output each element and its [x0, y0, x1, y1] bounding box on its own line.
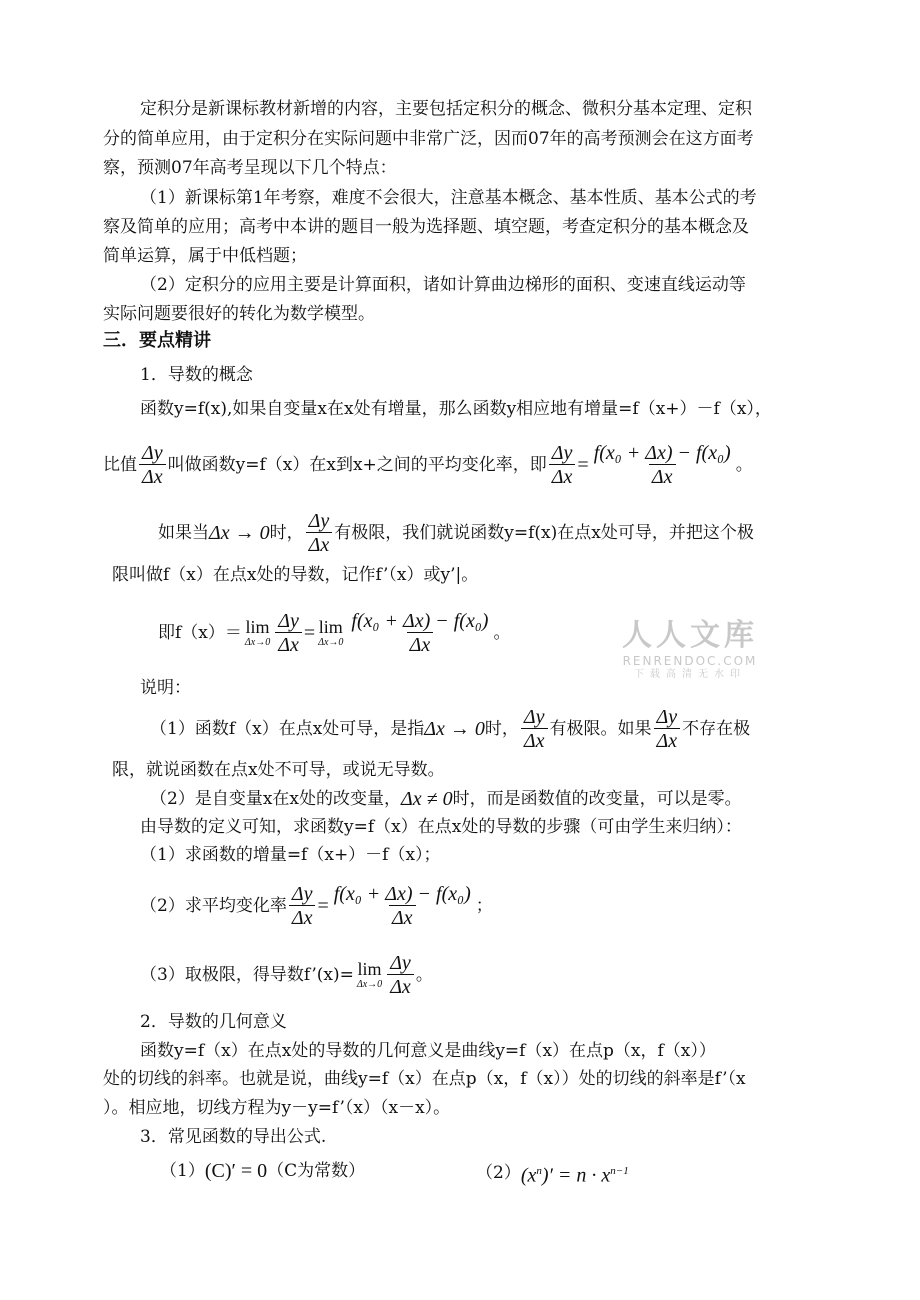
section-title: 三．要点精讲	[103, 330, 211, 351]
s1-definition-line: 函数y=f(x),如果自变量x在x处有增量，那么函数y相应地有增量=f（x+）－f（x），	[140, 399, 772, 419]
s2-line-2: 处的切线的斜率。也就是说，曲线y=f（x）在点p（x，f（x））处的切线的斜率是f’（x	[103, 1069, 746, 1089]
note-2: （2）是自变量x在x处的改变量， Δx ≠ 0 时，而是函数值的改变量，可以是零。	[150, 788, 742, 810]
s3-heading: 3．常见函数的导出公式.	[140, 1127, 327, 1147]
limit-fraction: $\frac{\Delta y}{\Delta x}$	[306, 510, 333, 557]
point1-line-1: （1）新课标第1年考察，难度不会很大，注意基本概念、基本性质、基本公式的考	[140, 188, 757, 208]
watermark-slogan: 下载高清无水印	[634, 669, 746, 680]
point1-line-2: 察及简单的应用；高考中本讲的题目一般为选择题、填空题，考查定积分的基本概念及	[103, 217, 749, 237]
formula-2: （2） $(x^n)' = n \cdot x^{n-1}$	[476, 1158, 629, 1189]
limit-line: 如果当 Δx → 0 时， $\frac{\Delta y}{\Delta x}$ 有极限，我们就说函数y=f(x)在点x处可导，并把这个极	[158, 509, 754, 556]
limit-operator-2: lim Δx→0	[318, 617, 344, 648]
point1-line-3: 简单运算，属于中低档题；	[103, 246, 307, 266]
derivative-quotient: $\frac{\text{f(x₀ + Δx) − f(x₀)}}{\Delta x}$	[351, 609, 489, 656]
limit-operator: lim Δx→0	[244, 617, 271, 648]
note-label: 说明：	[140, 678, 191, 698]
s2-line-1: 函数y=f（x）在点x处的导数的几何意义是曲线y=f（x）在点p（x，f（x））	[140, 1041, 716, 1061]
steps-intro: 由导数的定义可知，求函数y=f（x）在点x处的导数的步骤（可由学生来归纳）：	[140, 817, 742, 837]
step-1: （1）求函数的增量=f（x+）－f（x）；	[140, 845, 441, 865]
s2-heading: 2．导数的几何意义	[140, 1012, 287, 1032]
point2-line-2: 实际问题要很好的转化为数学模型。	[103, 304, 375, 324]
step-3: （3）取极限，得导数f’(x)= lim Δx→0 $\frac{\Delta y}{\Delta x}$ 。	[140, 951, 433, 998]
ratio-fraction	[139, 442, 166, 489]
equals-sign: =	[577, 454, 589, 476]
limit-line-2: 限叫做f（x）在点x处的导数，记作f’（x）或y’|。	[112, 565, 479, 585]
watermark-site: RENRENDOC.COM	[622, 654, 758, 668]
difference-quotient: $\frac{\text{f(x₀ + Δx) − f(x₀)}}{\Delta x}$	[593, 441, 731, 488]
point2-line-1: （2）定积分的应用主要是计算面积，诸如计算曲边梯形的面积、变速直线运动等	[140, 275, 746, 295]
constant-rule: (C)′ = 0	[204, 1160, 268, 1182]
dx-to-zero: Δx → 0	[209, 522, 270, 544]
ratio-prefix: 比值	[103, 455, 137, 475]
intro-line-3: 察，预测07年高考呈现以下几个特点：	[103, 158, 397, 178]
ratio-denominator: Δx	[139, 464, 166, 489]
formula-1: （1） (C)′ = 0 （C为常数）	[160, 1160, 366, 1182]
note-1: （1）函数f（x）在点x处可导，是指 Δx → 0 时， $\frac{\Delta y}{\Delta x}$ 有极限。如果 $\frac{\Delta y}{\Delta x}$ 不存在极	[150, 705, 751, 752]
intro-line-1: 定积分是新课标教材新增的内容，主要包括定积分的概念、微积分基本定理、定积	[140, 99, 752, 119]
ratio-fraction-2: $\frac{\Delta y}{\Delta x}$	[549, 442, 576, 489]
ratio-end: 。	[735, 455, 753, 475]
ratio-middle-text: 叫做函数y=f（x）在x到x+之间的平均变化率，即	[167, 455, 547, 475]
intro-line-2: 分的简单应用，由于定积分在实际问题中非常广泛，因而07年的高考预测会在这方面考	[103, 129, 754, 149]
derivative-definition: 即f（x）＝ lim Δx→0 $\frac{\Delta y}{\Delta x}$ = lim Δx→0 $\frac{\text{f(x₀ + Δx) − f(x₀)}}{\Delta x}$ 。	[158, 609, 511, 656]
ratio-numerator: Δy	[142, 441, 163, 464]
s1-heading: 1．导数的概念	[140, 365, 253, 385]
s2-line-3: ）。相应地，切线方程为y－y=f’（x）（x－x）。	[103, 1098, 451, 1118]
ratio-line	[103, 440, 753, 490]
watermark-title: 人人文库	[622, 618, 758, 653]
step-2: （2）求平均变化率 $\frac{\Delta y}{\Delta x}$ = $\frac{\text{f(x₀ + Δx) − f(x₀)}}{\Delta x}$ ；	[140, 882, 493, 929]
power-rule: $(x^n)' = n \cdot x^{n-1}$	[520, 1164, 629, 1187]
watermark-logo	[622, 618, 758, 682]
note-1-line-2: 限，就说函数在点x处不可导，或说无导数。	[112, 760, 445, 780]
